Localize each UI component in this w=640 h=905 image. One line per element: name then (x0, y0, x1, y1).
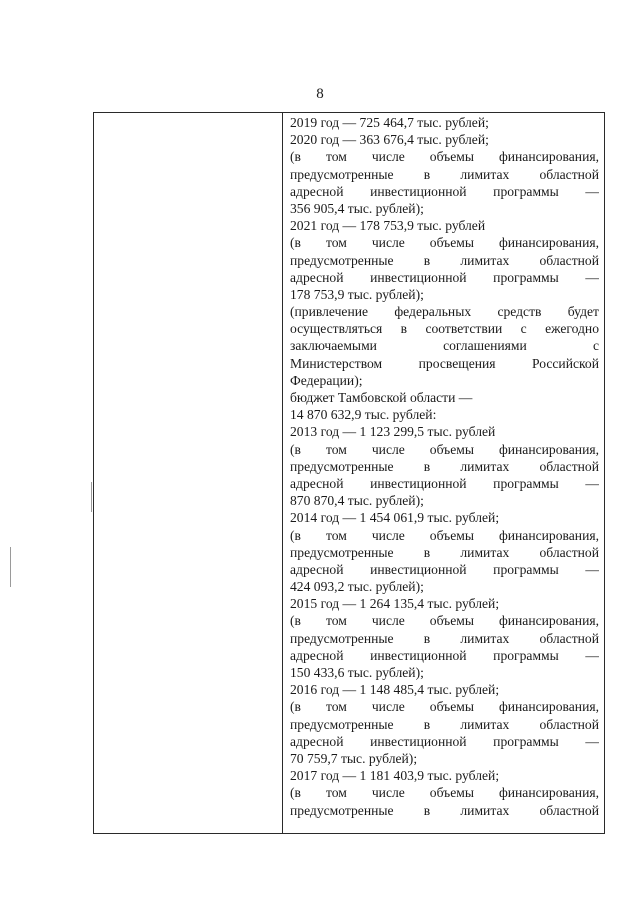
text-line: 424 093,2 тыс. рублей); (290, 579, 424, 595)
text-line: 14 870 632,9 тыс. рублей: (290, 407, 437, 423)
scan-artifact (91, 482, 92, 512)
text-line: 70 759,7 тыс. рублей); (290, 750, 418, 766)
text-line: 2019 год — 725 464,7 тыс. рублей; (290, 115, 489, 130)
text-line: адресной инвестиционной программы — (290, 733, 599, 749)
page-number: 8 (316, 86, 324, 102)
text-line: адресной инвестиционной программы — (290, 183, 599, 199)
text-line: 870 870,4 тыс. рублей); (290, 493, 424, 509)
text-line: заключаемыми соглашениями с (290, 338, 599, 354)
scan-artifact (10, 547, 11, 587)
text-line: предусмотренные в лимитах областной (290, 458, 599, 474)
text-line: 2014 год — 1 454 061,9 тыс. рублей; (290, 510, 500, 526)
text-line: 2015 год — 1 264 135,4 тыс. рублей; (290, 596, 500, 612)
text-line: (в том числе объемы финансирования, (290, 785, 599, 801)
text-line: (привлечение федеральных средств будет (290, 304, 599, 320)
text-line: 2021 год — 178 753,9 тыс. рублей (290, 218, 486, 234)
document-table (93, 112, 605, 834)
text-line: предусмотренные в лимитах областной (290, 166, 599, 182)
text-line: 2017 год — 1 181 403,9 тыс. рублей; (290, 768, 500, 784)
text-line: адресной инвестиционной программы — (290, 647, 599, 663)
text-line: предусмотренные в лимитах областной (290, 716, 599, 732)
text-line: (в том числе объемы финансирования, (290, 235, 599, 251)
text-line: 356 905,4 тыс. рублей); (290, 200, 424, 216)
text-line: Министерством просвещения Российской (290, 355, 599, 371)
text-line: 150 433,6 тыс. рублей); (290, 665, 424, 680)
text-line: Федерации); (290, 372, 363, 388)
text-line: бюджет Тамбовской области — (290, 390, 473, 405)
text-line: (в том числе объемы финансирования, (290, 149, 599, 165)
text-line: (в том числе объемы финансирования, (290, 699, 599, 715)
text-line: предусмотренные в лимитах областной (290, 630, 599, 646)
text-line: предусмотренные в лимитах областной (290, 252, 599, 268)
text-line: 2020 год — 363 676,4 тыс. рублей; (290, 132, 489, 148)
text-line: (в том числе объемы финансирования, (290, 441, 599, 457)
text-line: адресной инвестиционной программы — (290, 269, 599, 285)
text-line: предусмотренные в лимитах областной (290, 544, 599, 560)
text-line: предусмотренные в лимитах областной (290, 802, 599, 818)
text-line: 2013 год — 1 123 299,5 тыс. рублей (290, 424, 496, 440)
text-line: (в том числе объемы финансирования, (290, 527, 599, 543)
text-line: осуществляться в соответствии с ежегодно (290, 321, 599, 337)
table-right-cell (290, 114, 599, 819)
text-line: 2016 год — 1 148 485,4 тыс. рублей; (290, 682, 500, 698)
text-line: адресной инвестиционной программы — (290, 475, 599, 491)
text-line: 178 753,9 тыс. рублей); (290, 286, 424, 302)
text-line: (в том числе объемы финансирования, (290, 613, 599, 629)
text-line: адресной инвестиционной программы — (290, 561, 599, 577)
table-left-cell (94, 113, 283, 833)
